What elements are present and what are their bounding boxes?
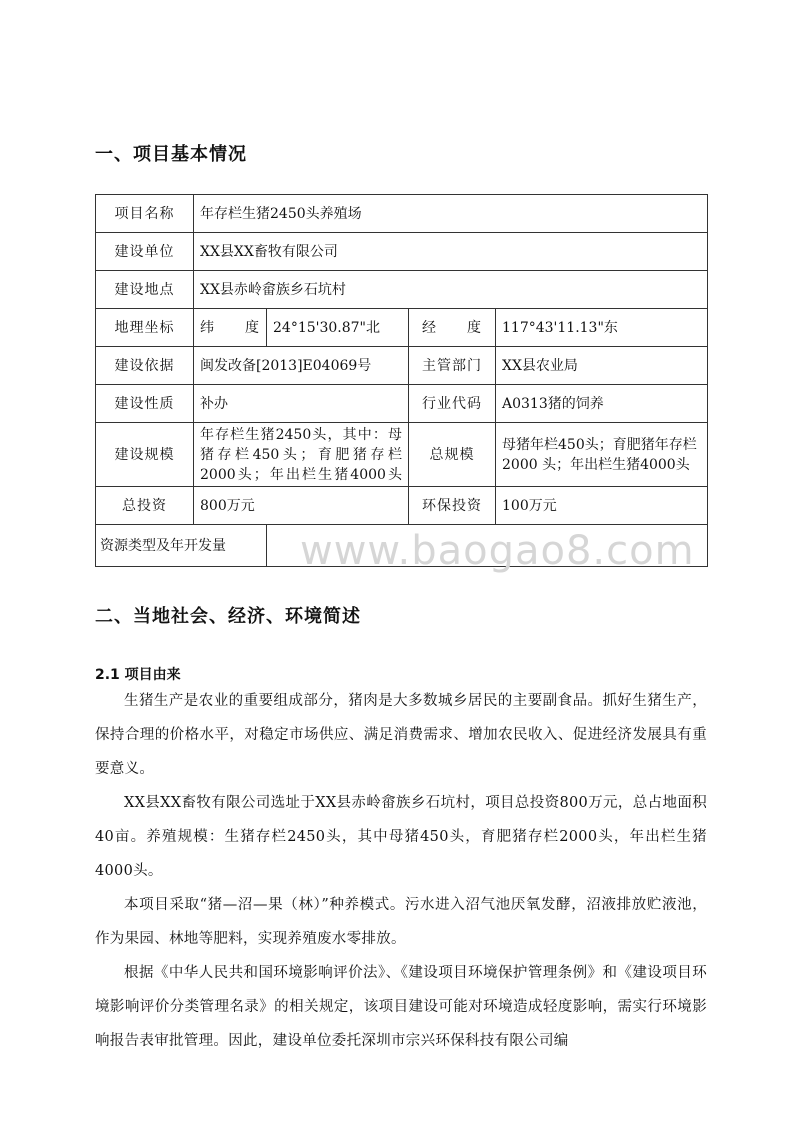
body-paragraphs: [95, 684, 707, 1058]
geo-label: 地理坐标: [96, 309, 194, 347]
table-row: [96, 423, 708, 487]
investment-value: 800万元: [194, 487, 409, 525]
industry-value: A0313猪的饲养: [496, 385, 708, 423]
dept-label: 主管部门: [409, 347, 496, 385]
basis-label: 建设依据: [96, 347, 194, 385]
site-label: 建设地点: [96, 271, 194, 309]
total-scale-label: 总规模: [409, 423, 496, 487]
table-row: [96, 271, 708, 309]
builder-label: 建设单位: [96, 233, 194, 271]
paragraph: XX县XX畜牧有限公司选址于XX县赤岭畲族乡石坑村，项目总投资800万元，总占地面积40亩。养殖规模：生猪存栏2450头，其中母猪450头，育肥猪存栏2000头，年出栏生猪4000头。: [95, 795, 707, 879]
project-name-value: 年存栏生猪2450头养殖场: [194, 195, 708, 233]
watermark: www.baogao8.com: [300, 528, 695, 574]
section-heading-2: 二、当地社会、经济、环境简述: [95, 606, 361, 627]
latitude-value: 24°15'30.87"北: [267, 309, 409, 347]
table-row: [96, 309, 708, 347]
paragraph: 本项目采取“猪—沼—果（林）”种养模式。污水进入沼气池厌氧发酵，沼液排放贮液池，作为果园、林地等肥料，实现养殖废水零排放。: [95, 897, 707, 947]
paragraph: 生猪生产是农业的重要组成部分，猪肉是大多数城乡居民的主要副食品。抓好生猪生产，保持合理的价格水平，对稳定市场供应、满足消费需求、增加农民收入、促进经济发展具有重要意义。: [95, 693, 707, 777]
nature-value: 补办: [194, 385, 409, 423]
subsection-heading-2-1: 2.1 项目由来: [95, 667, 181, 683]
project-name-label: 项目名称: [96, 195, 194, 233]
paragraph: 根据《中华人民共和国环境影响评价法》、《建设项目环境保护管理条例》和《建设项目环境影响评价分类管理名录》的相关规定，该项目建设可能对环境造成轻度影响，需实行环境影响报告表审批管理。因此，建设单位委托深圳市宗兴环保科技有限公司编: [95, 965, 707, 1049]
longitude-label: 经 度: [409, 309, 496, 347]
industry-label: 行业代码: [409, 385, 496, 423]
table-row: [96, 233, 708, 271]
table-row: [96, 487, 708, 525]
site-value: XX县赤岭畲族乡石坑村: [194, 271, 708, 309]
table-row: [96, 385, 708, 423]
dept-value: XX县农业局: [496, 347, 708, 385]
table-row: [96, 347, 708, 385]
longitude-value: 117°43'11.13"东: [496, 309, 708, 347]
section-heading-1: 一、项目基本情况: [95, 144, 247, 165]
basis-value: 闽发改备[2013]E04069号: [194, 347, 409, 385]
table-row: [96, 195, 708, 233]
env-investment-value: 100万元: [496, 487, 708, 525]
latitude-label: 纬 度: [194, 309, 267, 347]
scale-label: 建设规模: [96, 423, 194, 487]
total-scale-value: 母猪年栏450头；育肥猪年存栏 2000 头；年出栏生猪4000头: [496, 423, 708, 487]
investment-label: 总投资: [96, 487, 194, 525]
nature-label: 建设性质: [96, 385, 194, 423]
env-investment-label: 环保投资: [409, 487, 496, 525]
builder-value: XX县XX畜牧有限公司: [194, 233, 708, 271]
project-info-table: [95, 194, 708, 567]
resource-label: 资源类型及年开发量: [96, 525, 267, 567]
scale-value: 年存栏生猪2450头，其中：母猪存栏450头；育肥猪存栏2000头；年出栏生猪4000头: [194, 423, 409, 487]
